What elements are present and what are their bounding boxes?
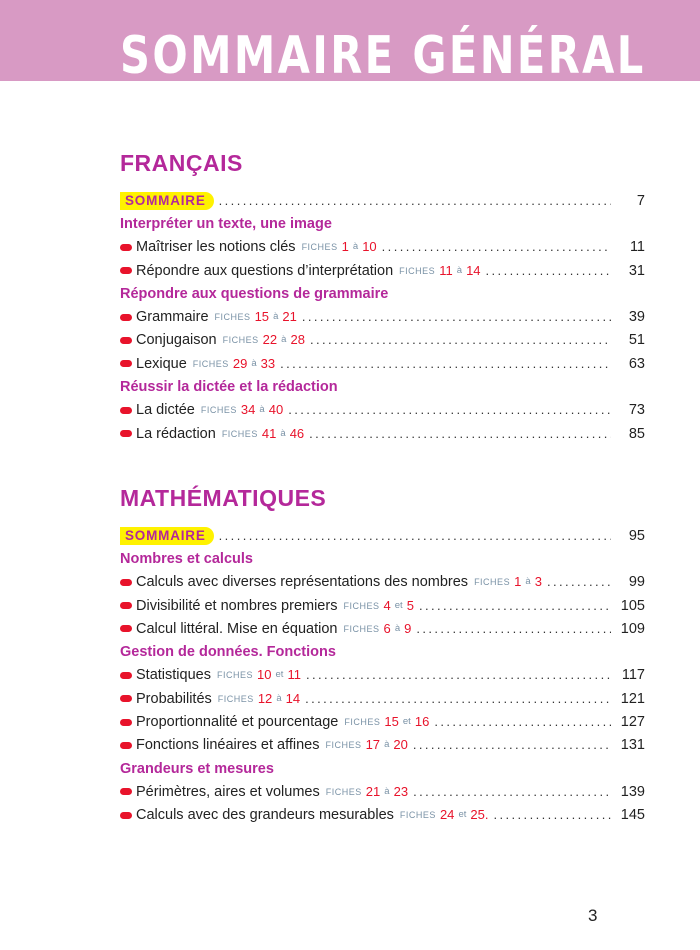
page-ref: 139 <box>620 783 645 800</box>
page-ref: 121 <box>620 690 645 707</box>
bullet-icon <box>120 719 132 726</box>
fiches-label: FICHES <box>216 670 253 681</box>
leader-dots <box>288 401 611 419</box>
fiche-to: 11 <box>287 667 301 683</box>
page-ref: 11 <box>629 239 645 256</box>
toc-entry[interactable] <box>120 804 645 827</box>
page-ref: 51 <box>628 332 645 349</box>
group-heading: Gestion de données. Fonctions <box>120 644 336 661</box>
toc-entry[interactable] <box>120 422 645 445</box>
entry-label: Proportionnalité et pourcentage <box>136 714 339 731</box>
fiches-label: FICHES <box>214 312 251 323</box>
bullet-icon <box>120 267 132 274</box>
fiche-from: 24 <box>439 807 455 823</box>
entry-label: Calculs avec diverses représentations des nombres <box>136 574 469 591</box>
fiche-to: 28 <box>290 332 305 348</box>
toc-entry[interactable] <box>120 780 645 803</box>
toc-entry[interactable] <box>120 664 645 687</box>
toc-entry[interactable] <box>120 571 645 594</box>
fiche-from: 29 <box>232 355 248 371</box>
entry-label: Conjugaison <box>136 332 217 349</box>
fiches-label: FICHES <box>222 335 259 346</box>
page-ref: 73 <box>628 402 645 419</box>
fiche-to: 10 <box>362 239 377 255</box>
fiche-conj: à <box>394 622 401 634</box>
fiche-conj: à <box>384 739 390 751</box>
leader-dots <box>434 713 611 731</box>
group-heading: Grandeurs et mesures <box>120 760 274 777</box>
fiches-label: FICHES <box>343 600 380 611</box>
bullet-icon <box>120 407 132 414</box>
fiche-from: 15 <box>384 714 399 730</box>
fiches-label: FICHES <box>325 786 362 797</box>
leader-dots <box>416 620 611 638</box>
leader-dots <box>494 806 612 824</box>
fiche-to: 9 <box>404 620 412 636</box>
fiche-to: 16 <box>414 714 430 730</box>
toc-entry[interactable] <box>120 687 645 710</box>
group-heading: Nombres et calculs <box>120 550 253 567</box>
leader-dots <box>305 690 611 708</box>
leader-dots <box>413 783 611 801</box>
entry-label: Statistiques <box>136 667 211 684</box>
bullet-icon <box>120 625 132 632</box>
fiche-conj: à <box>281 334 287 346</box>
page-ref: 105 <box>620 597 645 614</box>
fiche-from: 6 <box>383 620 391 636</box>
fiches-label: FICHES <box>301 242 338 253</box>
leader-dots <box>219 192 611 210</box>
page-title: SOMMAIRE GÉNÉRAL <box>120 26 646 86</box>
leader-dots <box>306 666 611 684</box>
fiche-conj: à <box>251 357 257 369</box>
fiches-label: FICHES <box>474 577 511 588</box>
fiches-label: FICHES <box>200 405 237 416</box>
fiche-conj: à <box>280 427 286 439</box>
fiche-conj: et <box>394 599 403 611</box>
entry-label: Calcul littéral. Mise en équation <box>136 620 338 637</box>
page-ref: 145 <box>620 807 645 824</box>
section-title-francais: FRANÇAIS <box>120 150 243 176</box>
fiche-conj: et <box>275 669 284 681</box>
toc-entry[interactable] <box>120 305 645 328</box>
page-number: 3 <box>588 906 598 925</box>
toc-entry[interactable] <box>120 710 645 733</box>
fiches-label: FICHES <box>217 693 254 704</box>
fiche-conj: à <box>525 576 531 588</box>
page-ref: 95 <box>628 527 645 544</box>
toc-entry[interactable] <box>120 352 645 375</box>
bullet-icon <box>120 314 132 321</box>
entry-label: Calculs avec des grandeurs mesurables <box>136 807 394 824</box>
header-banner <box>0 0 700 86</box>
page-ref: 85 <box>628 425 645 442</box>
toc-entry[interactable] <box>120 617 645 640</box>
fiche-to: 23 <box>393 783 409 799</box>
bullet-icon <box>120 337 132 344</box>
entry-label: Répondre aux questions d’interprétation <box>136 262 394 279</box>
entry-label: La dictée <box>136 402 195 419</box>
fiche-to: 33 <box>260 355 276 371</box>
fiche-from: 1 <box>341 239 349 255</box>
entry-label: La rédaction <box>136 425 216 442</box>
page-ref: 39 <box>628 309 645 326</box>
leader-dots <box>547 573 611 591</box>
fiche-to: 20 <box>393 737 408 753</box>
bullet-icon <box>120 812 132 819</box>
fiche-to: 21 <box>282 309 297 325</box>
group-heading: Interpréter un texte, une image <box>120 215 332 232</box>
entry-label: Maîtriser les notions clés <box>136 239 296 256</box>
fiche-conj: et <box>402 716 411 728</box>
fiche-conj: à <box>352 241 359 253</box>
fiche-to: 46 <box>289 425 305 441</box>
page-ref: 99 <box>628 574 645 591</box>
fiches-label: FICHES <box>221 428 258 439</box>
fiche-from: 10 <box>257 667 272 683</box>
leader-dots <box>310 331 611 349</box>
group-heading: Répondre aux questions de grammaire <box>120 285 389 302</box>
leader-dots <box>382 238 611 256</box>
leader-dots <box>219 527 611 545</box>
fiche-to: 40 <box>268 402 284 418</box>
page-ref: 7 <box>636 192 645 209</box>
fiche-to: 14 <box>466 262 481 278</box>
group-heading: Réussir la dictée et la rédaction <box>120 379 338 396</box>
sommaire-badge: SOMMAIRE <box>120 192 214 210</box>
fiche-to: 14 <box>285 690 301 706</box>
bullet-icon <box>120 579 132 586</box>
fiche-from: 34 <box>240 402 256 418</box>
toc-row-sommaire[interactable] <box>120 189 645 212</box>
entry-label: Lexique <box>136 355 187 372</box>
page-ref: 63 <box>628 355 645 372</box>
fiche-from: 4 <box>383 597 391 613</box>
fiche-from: 17 <box>365 737 381 753</box>
entry-label: Divisibilité et nombres premiers <box>136 597 338 614</box>
fiche-from: 22 <box>262 332 278 348</box>
page-ref: 131 <box>620 737 645 754</box>
page-ref: 117 <box>621 667 645 684</box>
fiche-conj: à <box>276 692 282 704</box>
entry-label: Fonctions linéaires et affines <box>136 737 320 754</box>
entry-label: Périmètres, aires et volumes <box>136 783 320 800</box>
toc-entry[interactable] <box>120 259 645 282</box>
leader-dots <box>413 736 611 754</box>
toc-entry[interactable] <box>120 329 645 352</box>
toc-maths <box>120 524 645 827</box>
fiche-to: 25. <box>470 807 489 823</box>
fiches-label: FICHES <box>344 717 381 728</box>
fiche-from: 12 <box>257 690 273 706</box>
fiches-label: FICHES <box>399 810 436 821</box>
fiche-to: 3 <box>534 574 542 590</box>
page-ref: 109 <box>620 620 645 637</box>
leader-dots <box>309 425 611 443</box>
bullet-icon <box>120 672 132 679</box>
toc-entry[interactable] <box>120 594 645 617</box>
fiches-label: FICHES <box>399 265 436 276</box>
leader-dots <box>486 262 611 280</box>
toc-francais <box>120 189 645 445</box>
bullet-icon <box>120 695 132 702</box>
fiche-from: 41 <box>261 425 277 441</box>
sommaire-badge: SOMMAIRE <box>120 527 214 545</box>
entry-label: Probabilités <box>136 690 212 707</box>
bullet-icon <box>120 788 132 795</box>
fiche-from: 1 <box>514 574 522 590</box>
bullet-icon <box>120 742 132 749</box>
fiches-label: FICHES <box>192 358 229 369</box>
fiches-label: FICHES <box>343 623 380 634</box>
fiche-to: 5 <box>406 597 414 613</box>
page-ref: 31 <box>628 262 645 279</box>
toc-entry[interactable] <box>120 734 645 757</box>
bullet-icon <box>120 430 132 437</box>
section-title-maths: MATHÉMATIQUES <box>120 485 327 511</box>
fiche-conj: à <box>456 264 463 276</box>
fiche-conj: à <box>259 404 265 416</box>
bullet-icon <box>120 602 132 609</box>
fiche-conj: et <box>458 809 467 821</box>
toc-row-sommaire[interactable] <box>120 524 645 547</box>
section-maths <box>120 485 645 827</box>
section-francais <box>120 150 645 445</box>
bullet-icon <box>120 360 132 367</box>
fiche-from: 21 <box>365 783 381 799</box>
toc-entry[interactable] <box>120 236 645 259</box>
bullet-icon <box>120 244 132 251</box>
page-ref: 127 <box>620 714 645 731</box>
fiche-conj: à <box>384 785 390 797</box>
leader-dots <box>419 597 611 615</box>
entry-label: Grammaire <box>136 309 209 326</box>
fiche-from: 11 <box>439 262 453 278</box>
toc-entry[interactable] <box>120 399 645 422</box>
fiche-from: 15 <box>254 309 270 325</box>
leader-dots <box>280 355 611 373</box>
leader-dots <box>302 308 611 326</box>
fiches-label: FICHES <box>325 740 362 751</box>
fiche-conj: à <box>273 311 279 323</box>
